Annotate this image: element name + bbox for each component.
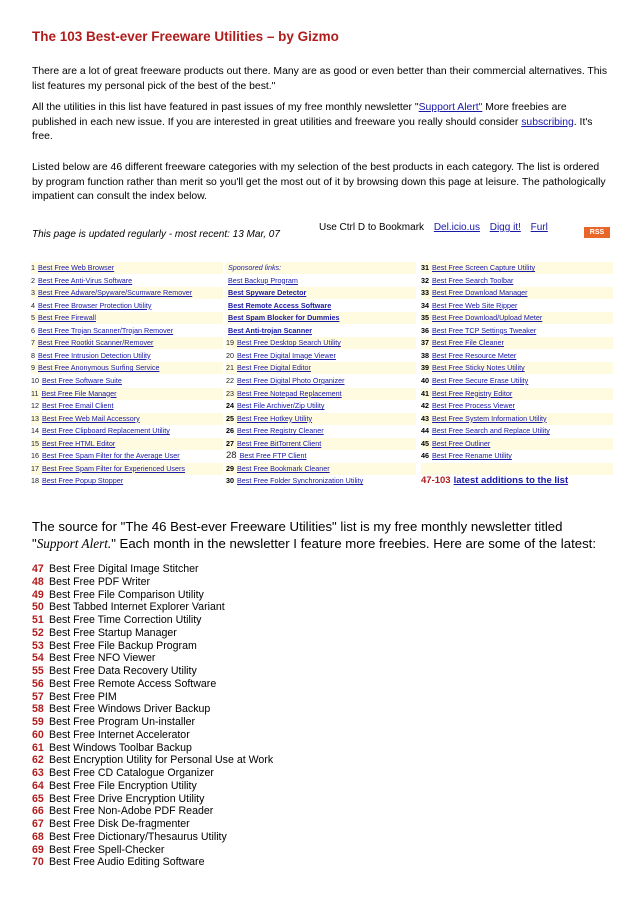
item-label: Best Free Program Un-installer bbox=[49, 716, 196, 728]
table-row bbox=[31, 425, 613, 437]
item-number: 69 bbox=[32, 843, 44, 856]
item-number: 67 bbox=[32, 818, 44, 830]
index-link[interactable]: Best Free TCP Settings Tweaker bbox=[432, 325, 537, 335]
item-number: 21 bbox=[226, 363, 234, 373]
item-number: 27 bbox=[226, 438, 234, 448]
index-link[interactable]: Best Free System Information Utility bbox=[432, 413, 547, 423]
intro-text: More freebies are published in each new issue. If you are interested in great utilities and freeware you really should consider bbox=[32, 102, 567, 128]
item-number: 46 bbox=[421, 451, 429, 461]
index-cell bbox=[421, 287, 613, 299]
intro-text: All the utilities in this list have featured in past issues of my free monthly newsletter " bbox=[32, 102, 419, 113]
intro-paragraph-2 bbox=[32, 101, 612, 145]
index-link[interactable]: Best Free Sticky Notes Utility bbox=[432, 363, 525, 373]
index-link[interactable]: Best Free Folder Synchronization Utility bbox=[237, 476, 364, 486]
table-row bbox=[31, 362, 613, 374]
item-number: 29 bbox=[226, 463, 234, 473]
item-number: 61 bbox=[32, 741, 44, 754]
item-label: Best Free Audio Editing Software bbox=[49, 856, 205, 869]
list-item bbox=[32, 640, 273, 653]
index-cell bbox=[421, 275, 613, 287]
table-row bbox=[31, 400, 613, 412]
support-alert-link[interactable]: Support Alert" bbox=[418, 102, 483, 113]
item-number: 41 bbox=[421, 388, 429, 398]
index-cell bbox=[421, 474, 613, 488]
item-number: 20 bbox=[226, 350, 234, 360]
item-label: Best Free Windows Driver Backup bbox=[49, 703, 211, 716]
table-row bbox=[31, 413, 613, 425]
index-cell bbox=[226, 400, 416, 412]
digg-link[interactable]: Digg it! bbox=[489, 222, 521, 233]
index-link[interactable]: Best Free Software Suite bbox=[42, 375, 122, 385]
index-link[interactable]: Best Free Spam Filter for Experienced Users bbox=[42, 463, 186, 473]
item-label: Best Windows Toolbar Backup bbox=[49, 741, 192, 754]
index-cell bbox=[226, 475, 416, 487]
item-number: 6 bbox=[31, 325, 35, 335]
list-item bbox=[32, 793, 273, 806]
index-cell bbox=[226, 413, 416, 425]
index-cell bbox=[421, 425, 613, 437]
index-cell bbox=[226, 425, 416, 437]
index-link[interactable]: Best Free Email Client bbox=[42, 401, 114, 411]
index-link[interactable]: Best Free Screen Capture Utility bbox=[432, 263, 536, 272]
sponsored-link[interactable]: Best Anti-trojan Scanner bbox=[228, 325, 312, 335]
item-number: 39 bbox=[421, 363, 429, 373]
index-link[interactable]: Best Free Anonymous Surfing Service bbox=[38, 363, 160, 373]
item-label: Best Free NFO Viewer bbox=[49, 652, 156, 665]
table-row bbox=[31, 350, 613, 362]
list-item bbox=[32, 691, 273, 704]
index-cell bbox=[421, 388, 613, 400]
sponsored-link[interactable]: Best Spam Blocker for Dummies bbox=[228, 313, 340, 323]
latest-range: 47-103 bbox=[421, 475, 451, 487]
index-cell bbox=[31, 438, 223, 450]
item-number: 58 bbox=[32, 703, 44, 716]
index-cell bbox=[421, 450, 613, 462]
item-label: Best Free Spell-Checker bbox=[49, 843, 165, 856]
table-row bbox=[31, 438, 613, 450]
item-label: Best Encryption Utility for Personal Use at Work bbox=[49, 754, 274, 767]
index-cell bbox=[421, 350, 613, 362]
subscribing-link[interactable]: subscribing bbox=[521, 116, 574, 128]
source-paragraph bbox=[32, 518, 612, 552]
index-cell bbox=[31, 337, 223, 349]
index-link[interactable]: Best Free Search and Replace Utility bbox=[432, 426, 550, 436]
list-item bbox=[32, 563, 273, 576]
index-cell bbox=[421, 413, 613, 425]
item-label: Best Free Non-Adobe PDF Reader bbox=[49, 805, 214, 818]
sponsored-label: Sponsored links: bbox=[228, 263, 282, 272]
index-cell bbox=[421, 362, 613, 374]
index-link[interactable]: Best Free Rename Utility bbox=[432, 451, 512, 461]
item-number: 9 bbox=[31, 363, 35, 373]
index-cell bbox=[226, 375, 416, 387]
updated-note: This page is updated regularly - most recent: 13 Mar, 07 bbox=[32, 229, 280, 240]
index-link[interactable]: Best Free Anti-Virus Software bbox=[38, 275, 133, 285]
item-number: 8 bbox=[31, 350, 35, 360]
item-number: 48 bbox=[32, 575, 44, 588]
table-row bbox=[31, 337, 613, 349]
index-link[interactable]: Best Free Spam Filter for the Average User bbox=[42, 451, 180, 461]
index-link[interactable]: Best Free Popup Stopper bbox=[42, 476, 124, 486]
index-cell bbox=[31, 362, 223, 374]
item-number: 25 bbox=[226, 413, 234, 423]
index-link[interactable]: Best Free Web Mail Accessory bbox=[42, 413, 140, 423]
item-number: 26 bbox=[226, 426, 234, 436]
source-text: The source for "The 46 Best-ever Freeware Utilities" list is my free monthly newsletter titled " bbox=[32, 519, 563, 551]
item-number: 12 bbox=[31, 401, 39, 411]
index-cell bbox=[31, 425, 223, 437]
item-number: 59 bbox=[32, 716, 44, 728]
list-item bbox=[32, 627, 273, 640]
table-row bbox=[31, 450, 613, 462]
index-cell bbox=[226, 350, 416, 362]
index-cell bbox=[421, 438, 613, 450]
item-number: 35 bbox=[421, 313, 429, 323]
item-number: 15 bbox=[31, 438, 39, 448]
item-number: 66 bbox=[32, 805, 44, 818]
index-link[interactable]: Best Free Clipboard Replacement Utility bbox=[42, 426, 170, 436]
latest-additions bbox=[421, 475, 568, 486]
item-number: 17 bbox=[31, 463, 39, 473]
index-link[interactable]: Best Free Adware/Spyware/Scumware Remover bbox=[38, 288, 193, 298]
index-cell bbox=[31, 300, 223, 312]
item-number: 22 bbox=[226, 375, 234, 385]
item-label: Best Free File Encryption Utility bbox=[49, 779, 197, 792]
index-cell bbox=[226, 287, 416, 299]
index-cell bbox=[226, 438, 416, 450]
index-link[interactable]: Best Free Web Browser bbox=[38, 263, 115, 272]
item-number: 13 bbox=[31, 413, 39, 423]
table-row bbox=[31, 463, 613, 475]
item-number: 24 bbox=[226, 401, 234, 411]
item-label: Best Free PIM bbox=[49, 690, 117, 703]
index-cell bbox=[31, 413, 223, 425]
index-link[interactable]: Best Free Registry Cleaner bbox=[237, 426, 324, 436]
item-number: 28 bbox=[226, 450, 237, 462]
index-link[interactable]: Best Free Digital Photo Organizer bbox=[237, 375, 345, 385]
index-cell bbox=[421, 400, 613, 412]
source-text: " Each month in the newsletter I feature more freebies. Here are some of the latest: bbox=[111, 536, 596, 551]
item-number: 55 bbox=[32, 665, 44, 677]
list-item bbox=[32, 856, 273, 869]
index-link[interactable]: Best Free Browser Protection Utility bbox=[38, 300, 152, 310]
latest-list bbox=[32, 563, 273, 869]
item-number: 38 bbox=[421, 350, 429, 360]
item-number: 36 bbox=[421, 325, 429, 335]
index-link[interactable]: Best Free BitTorrent Client bbox=[237, 438, 322, 448]
item-number: 63 bbox=[32, 767, 44, 779]
item-number: 16 bbox=[31, 451, 39, 461]
table-row bbox=[31, 287, 613, 299]
index-link[interactable]: Best Free File Cleaner bbox=[432, 338, 504, 348]
item-label: Best Free CD Catalogue Organizer bbox=[49, 767, 214, 779]
index-link[interactable]: Best Free File Manager bbox=[41, 388, 117, 398]
item-number: 3 bbox=[31, 288, 35, 298]
index-link[interactable]: Best Free Digital Image Viewer bbox=[237, 350, 336, 360]
list-item bbox=[32, 678, 273, 691]
index-link[interactable]: Best Free HTML Editor bbox=[42, 438, 116, 448]
list-item bbox=[32, 716, 273, 729]
list-item bbox=[32, 614, 273, 627]
item-label: Best Free Startup Manager bbox=[49, 626, 177, 639]
item-number: 1 bbox=[31, 263, 35, 272]
index-link[interactable]: Best Free Download/Upload Meter bbox=[432, 313, 543, 323]
bookmark-bar bbox=[319, 222, 555, 233]
item-number: 30 bbox=[226, 476, 234, 486]
table-row bbox=[31, 388, 613, 400]
newsletter-name: Support Alert. bbox=[36, 536, 112, 551]
index-cell bbox=[421, 337, 613, 349]
index-cell bbox=[226, 337, 416, 349]
list-item bbox=[32, 729, 273, 742]
item-number: 7 bbox=[31, 338, 35, 348]
list-item bbox=[32, 601, 273, 614]
item-label: Best Free Disk De-fragmenter bbox=[49, 818, 190, 830]
item-number: 43 bbox=[421, 413, 429, 423]
list-item bbox=[32, 844, 273, 857]
item-number: 33 bbox=[421, 288, 429, 298]
index-cell bbox=[226, 300, 416, 312]
item-number: 44 bbox=[421, 426, 429, 436]
index-link[interactable]: Best Free Firewall bbox=[38, 313, 96, 323]
index-cell bbox=[421, 300, 613, 312]
index-cell bbox=[226, 275, 416, 287]
index-link[interactable]: Best Free Rootkit Scanner/Remover bbox=[38, 338, 154, 348]
item-number: 10 bbox=[31, 375, 39, 385]
index-cell bbox=[31, 325, 223, 337]
item-number: 57 bbox=[32, 690, 44, 703]
item-label: Best Free File Comparison Utility bbox=[49, 588, 204, 601]
page-title: The 103 Best-ever Freeware Utilities – by Gizmo bbox=[32, 29, 339, 44]
intro-text: . It's free. bbox=[32, 116, 593, 142]
item-number: 42 bbox=[421, 401, 429, 411]
list-item bbox=[32, 754, 273, 767]
item-number: 2 bbox=[31, 275, 35, 285]
table-row bbox=[31, 475, 613, 487]
item-number: 37 bbox=[421, 338, 429, 348]
item-label: Best Tabbed Internet Explorer Variant bbox=[49, 601, 225, 614]
item-number: 11 bbox=[31, 388, 39, 398]
table-row bbox=[31, 262, 613, 274]
sponsored-link[interactable]: Best Backup Program bbox=[228, 275, 298, 285]
index-cell bbox=[226, 450, 416, 462]
intro-paragraph-1: There are a lot of great freeware products out there. Many are as good or even better than their commercial alternatives. This list features my personal pick of the best of the best." bbox=[32, 66, 608, 92]
item-label: Best Free Data Recovery Utility bbox=[49, 665, 197, 677]
table-row bbox=[31, 312, 613, 324]
item-number: 4 bbox=[31, 300, 35, 310]
item-number: 34 bbox=[421, 300, 429, 310]
item-label: Best Free Internet Accelerator bbox=[49, 728, 190, 741]
item-label: Best Free Dictionary/Thesaurus Utility bbox=[49, 830, 227, 843]
list-item bbox=[32, 703, 273, 716]
item-number: 5 bbox=[31, 313, 35, 323]
item-label: Best Free Time Correction Utility bbox=[49, 614, 202, 626]
index-cell bbox=[226, 312, 416, 324]
item-number: 40 bbox=[421, 375, 429, 385]
item-number: 49 bbox=[32, 588, 44, 601]
index-link[interactable]: Best Free Web Site Ripper bbox=[432, 300, 518, 310]
list-item bbox=[32, 831, 273, 844]
index-cell bbox=[226, 325, 416, 337]
index-cell bbox=[31, 463, 223, 475]
rss-icon[interactable]: RSS bbox=[584, 227, 610, 238]
index-cell bbox=[31, 287, 223, 299]
index-link[interactable]: Best Free Registry Editor bbox=[432, 388, 513, 398]
index-cell bbox=[31, 388, 223, 400]
index-cell bbox=[31, 450, 223, 462]
item-number: 62 bbox=[32, 754, 44, 767]
index-link[interactable]: Best File Archiver/Zip Utility bbox=[237, 401, 325, 411]
index-cell bbox=[31, 475, 223, 487]
item-number: 47 bbox=[32, 563, 44, 575]
item-number: 23 bbox=[226, 388, 234, 398]
index-link[interactable]: Best Free Process Viewer bbox=[432, 401, 515, 411]
item-number: 32 bbox=[421, 275, 429, 285]
list-item bbox=[32, 767, 273, 780]
index-cell bbox=[31, 350, 223, 362]
list-item bbox=[32, 805, 273, 818]
index-cell bbox=[31, 275, 223, 287]
index-cell bbox=[421, 463, 613, 475]
index-cell bbox=[421, 262, 613, 274]
list-item bbox=[32, 780, 273, 793]
index-cell bbox=[421, 375, 613, 387]
item-number: 31 bbox=[421, 263, 429, 272]
item-number: 68 bbox=[32, 830, 44, 843]
item-number: 52 bbox=[32, 626, 44, 639]
list-item bbox=[32, 589, 273, 602]
item-label: Best Free Drive Encryption Utility bbox=[49, 792, 205, 805]
list-item bbox=[32, 742, 273, 755]
intro-paragraph-3: Listed below are 46 different freeware categories with my selection of the best products in each category. The list is ordered by program function rather than merit so you'll get the most out of it by browsing down this page at leisure. The pathologically impatient can consult the index below. bbox=[32, 162, 606, 202]
sponsored-link[interactable]: Best Remote Access Software bbox=[228, 300, 332, 310]
item-number: 60 bbox=[32, 728, 44, 741]
item-label: Best Free File Backup Program bbox=[49, 639, 197, 652]
latest-additions-link[interactable]: latest additions to the list bbox=[453, 475, 569, 487]
index-link[interactable]: Best Free Intrusion Detection Utility bbox=[38, 350, 151, 360]
list-item bbox=[32, 652, 273, 665]
index-link[interactable]: Best Free Digital Editor bbox=[237, 363, 311, 373]
index-cell bbox=[226, 262, 416, 274]
index-cell bbox=[421, 312, 613, 324]
item-number: 45 bbox=[421, 438, 429, 448]
item-number: 54 bbox=[32, 652, 44, 665]
index-link[interactable]: Best Free FTP Client bbox=[239, 451, 307, 461]
index-link[interactable]: Best Free Download Manager bbox=[432, 288, 528, 298]
index-cell bbox=[226, 388, 416, 400]
table-row bbox=[31, 275, 613, 287]
furl-link[interactable]: Furl bbox=[530, 222, 548, 233]
index-cell bbox=[31, 400, 223, 412]
index-link[interactable]: Best Free Desktop Search Utility bbox=[237, 338, 341, 348]
item-label: Best Free Remote Access Software bbox=[49, 677, 217, 690]
index-cell bbox=[31, 375, 223, 387]
index-link[interactable]: Best Free Bookmark Cleaner bbox=[237, 463, 330, 473]
list-item bbox=[32, 576, 273, 589]
item-label: Best Free Digital Image Stitcher bbox=[49, 563, 199, 575]
bookmark-label: Use Ctrl D to Bookmark bbox=[319, 222, 425, 233]
delicious-link[interactable]: Del.icio.us bbox=[433, 222, 480, 233]
item-number: 64 bbox=[32, 779, 44, 792]
index-link[interactable]: Best Free Secure Erase Utility bbox=[432, 375, 529, 385]
item-number: 70 bbox=[32, 856, 44, 869]
list-item bbox=[32, 818, 273, 831]
item-number: 14 bbox=[31, 426, 39, 436]
sponsored-link[interactable]: Best Spyware Detector bbox=[228, 288, 307, 298]
item-number: 65 bbox=[32, 792, 44, 805]
index-link[interactable]: Best Free Trojan Scanner/Trojan Remover bbox=[38, 325, 174, 335]
index-link[interactable]: Best Free Outliner bbox=[432, 438, 491, 448]
table-row bbox=[31, 300, 613, 312]
index-link[interactable]: Best Free Notepad Replacement bbox=[237, 388, 342, 398]
item-number: 50 bbox=[32, 601, 44, 614]
index-cell bbox=[226, 463, 416, 475]
item-number: 53 bbox=[32, 639, 44, 652]
item-label: Best Free PDF Writer bbox=[49, 575, 151, 588]
item-number: 18 bbox=[31, 476, 39, 486]
index-cell bbox=[421, 325, 613, 337]
index-link[interactable]: Best Free Hotkey Utility bbox=[237, 413, 313, 423]
list-item bbox=[32, 665, 273, 678]
index-cell bbox=[31, 262, 223, 274]
item-number: 19 bbox=[226, 338, 234, 348]
index-cell bbox=[31, 312, 223, 324]
index-link[interactable]: Best Free Search Toolbar bbox=[432, 275, 514, 285]
table-row bbox=[31, 375, 613, 387]
item-number: 51 bbox=[32, 614, 44, 626]
table-row bbox=[31, 325, 613, 337]
index-cell bbox=[226, 362, 416, 374]
item-number: 56 bbox=[32, 677, 44, 690]
index-link[interactable]: Best Free Resource Meter bbox=[432, 350, 517, 360]
